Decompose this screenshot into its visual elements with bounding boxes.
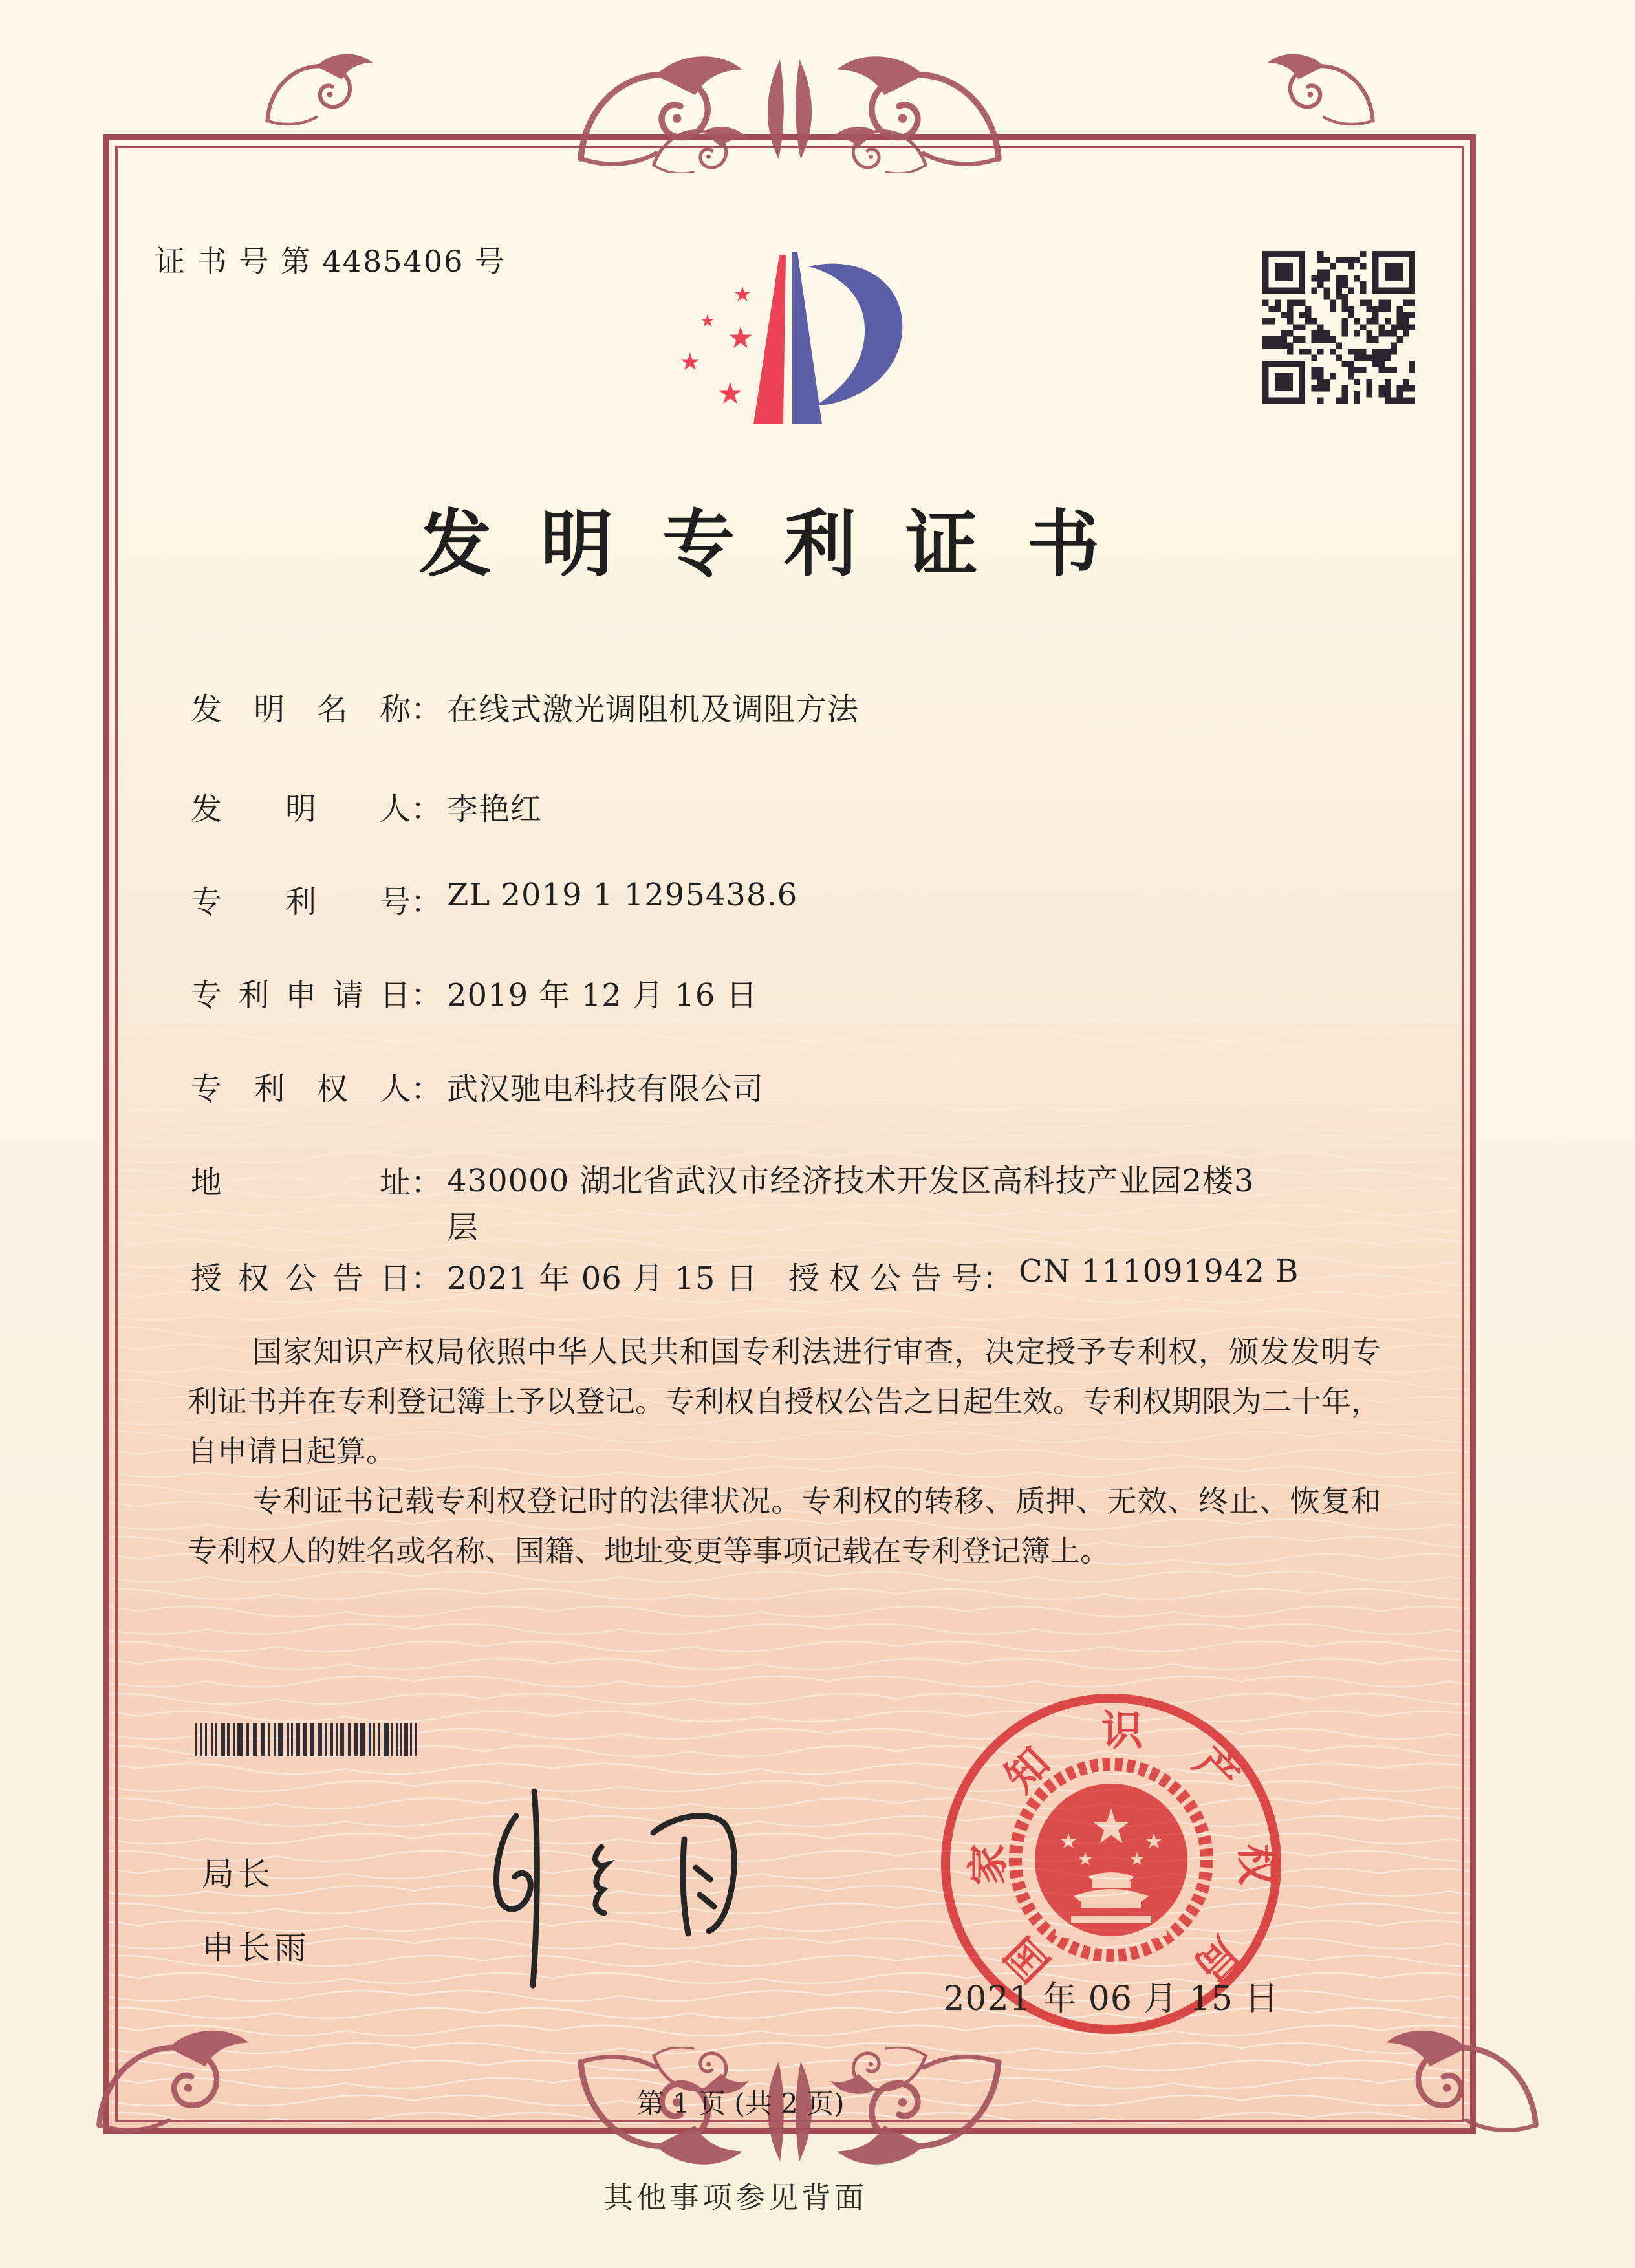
seal-org-char: 国 [995,1927,1060,1991]
svg-text:★: ★ [733,282,752,307]
field-invention-name [191,684,859,729]
svg-text:★: ★ [717,376,744,411]
field-value: 2019 年 12 月 16 日 [447,977,758,1013]
field-address [191,1158,1259,1251]
field-grant-row [191,1253,1299,1298]
field-label: 授权公告号 [788,1260,982,1297]
footer-note: 其他事项参见背面 [603,2180,867,2215]
field-label: 专利申请日 [191,977,411,1013]
national-emblem-icon [1015,1764,1207,1956]
colon: ： [411,884,442,920]
field-label: 发明名称 [191,691,411,728]
field-patent-number [191,877,797,922]
top-center-dragon-ornament [567,31,1013,173]
seal-date: 2021 年 06 月 15 日 [943,1980,1279,2018]
top-left-flourish [261,41,384,138]
svg-text:★: ★ [1077,1848,1094,1870]
qr-code [1262,251,1415,404]
seal-org-char: 知 [995,1738,1060,1802]
field-grant-number [788,1253,1299,1298]
certificate-number: 证 书 号 第 4485406 号 [155,244,506,279]
seal-org-char: 产 [1184,1738,1249,1802]
svg-text:★: ★ [679,348,701,376]
director-signature [407,1777,821,1997]
field-label: 专利权人 [191,1071,411,1107]
field-label: 地址 [191,1165,411,1201]
legal-paragraph-1: 国家知识产权局依照中华人民共和国专利法进行审查，决定授予专利权，颁发发明专利证书并在专利登记簿上予以登记。专利权自授权公告之日起生效。专利权期限为二十年，自申请日起算。 [188,1334,1381,1469]
colon: ： [411,691,442,728]
field-value: 在线式激光调阻机及调阻方法 [447,691,860,728]
colon: ： [411,977,442,1013]
seal-org-char: 局 [1184,1927,1249,1991]
bottom-right-corner-flourish [1350,2011,1544,2141]
field-label: 专利号 [191,884,411,920]
svg-text:★: ★ [1129,1848,1145,1870]
field-inventor [191,784,542,828]
barcode [194,1723,428,1758]
legal-text [188,1327,1381,1576]
colon: ： [982,1260,1014,1297]
colon: ： [411,1071,442,1107]
official-seal [935,1688,1287,2040]
director-name: 申长雨 [202,1929,310,1967]
field-value: 430000 湖北省武汉市经济技术开发区高科技产业园2楼3层 [447,1163,1255,1246]
colon: ： [411,791,442,827]
seal-org-char: 权 [1231,1844,1280,1885]
field-application-date [191,970,758,1015]
top-right-flourish [1256,41,1379,138]
seal-org-char: 识 [1101,1707,1143,1755]
colon: ： [411,1165,442,1201]
svg-text:★: ★ [699,311,716,331]
field-patentee [191,1064,764,1108]
svg-text:★: ★ [1144,1829,1164,1853]
field-label: 授权公告日 [191,1260,411,1297]
field-label: 发明人 [191,791,411,827]
seal-org-char: 家 [964,1844,1013,1885]
svg-text:★: ★ [727,320,754,355]
svg-text:★: ★ [1059,1829,1078,1853]
field-value: 武汉驰电科技有限公司 [447,1071,764,1107]
legal-paragraph-2: 专利证书记载专利权登记时的法律状况。专利权的转移、质押、无效、终止、恢复和专利权人的姓名或名称、国籍、地址变更等事项记载在专利登记簿上。 [188,1484,1381,1568]
director-title: 局长 [202,1855,274,1893]
field-value: 李艳红 [447,791,543,827]
svg-text:★: ★ [1089,1799,1133,1855]
certificate-title: 发明专利证书 [419,502,1149,587]
colon: ： [411,1260,442,1297]
field-value: ZL 2019 1 1295438.6 [447,877,798,913]
field-value: 2021 年 06 月 15 日 [447,1260,758,1297]
page-number: 第 1 页 (共 2 页) [636,2088,845,2119]
cnipa-logo-icon [676,241,909,435]
field-value: CN 111091942 B [1019,1253,1299,1290]
bottom-left-corner-flourish [91,2011,285,2141]
